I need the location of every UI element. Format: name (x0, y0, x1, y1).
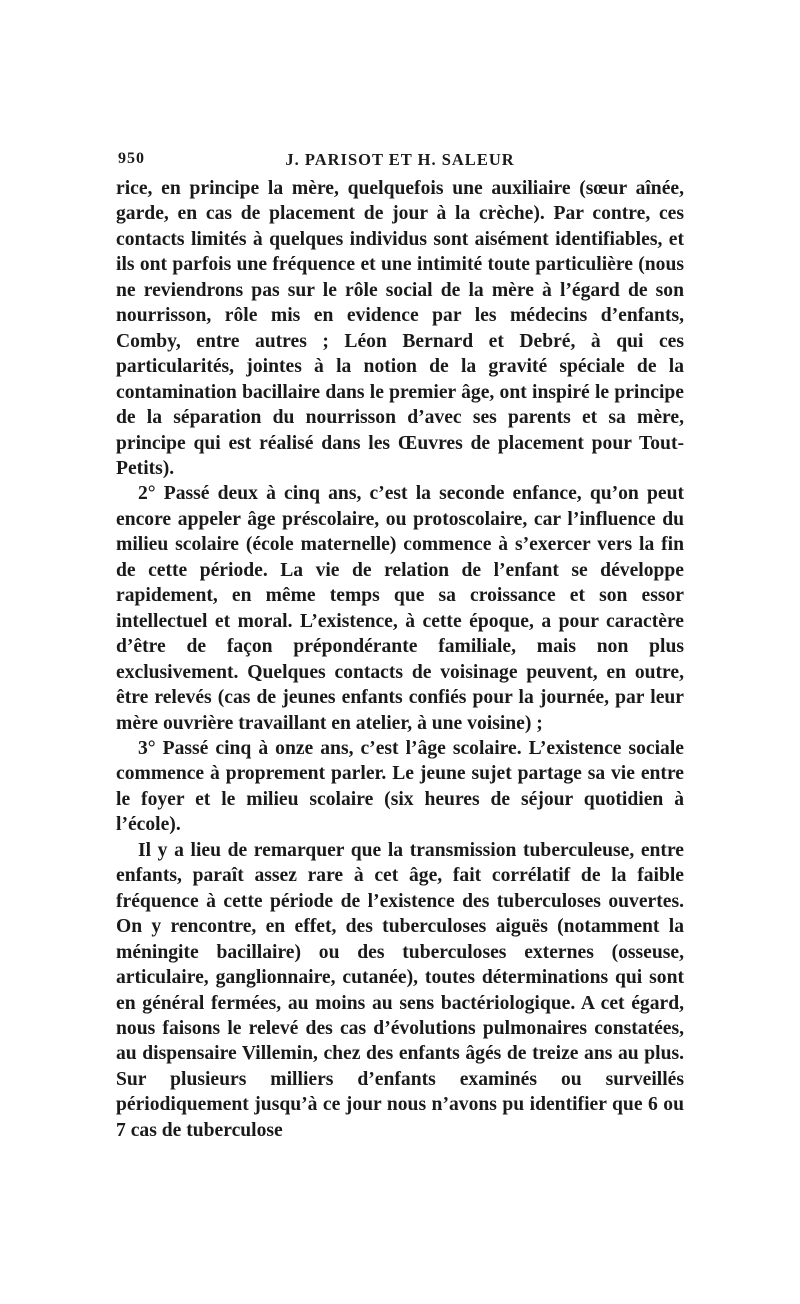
paragraph-transmission: Il y a lieu de remarquer que la transmission tuberculeuse, entre enfants, paraît assez rare à cet âge, fait corrélatif de la faible fréquence à cette période de l’existence des tuberculoses ouvertes. On y rencontre, en effet, des tuberculoses aiguës (notamment la méningite bacillaire) ou des tuberculoses externes (osseuse, articulaire, ganglionnaire, cutanée), toutes déterminations qui sont en général fermées, au moins au sens bactériologique. A cet égard, nous faisons le relevé des cas d’évolutions pulmonaires constatées, au dispensaire Villemin, chez des enfants âgés de treize ans au plus. Sur plusieurs milliers d’enfants examinés ou surveillés périodiquement jusqu’à ce jour nous n’avons pu identifier que 6 ou 7 cas de tuberculose (116, 839, 684, 1141)
book-page (116, 146, 684, 1143)
running-header (116, 146, 684, 176)
page-number: 950 (118, 150, 145, 167)
body-text (116, 176, 684, 1143)
paragraph-second-childhood: 2° Passé deux à cinq ans, c’est la seconde enfance, qu’on peut encore appeler âge préscolaire, ou protoscolaire, car l’influence du milieu scolaire (école maternelle) commence à s’exercer vers la fin de cette période. La vie de relation de l’enfant se développe rapidement, en même temps que sa croissance et son essor intellectuel et moral. L’existence, à cette époque, a pour caractère d’être de façon prépondérante familiale, mais non plus exclusivement. Quelques contacts de voisinage peuvent, en outre, être relevés (cas de jeunes enfants confiés pour la journée, par leur mère ouvrière travaillant en atelier, à une voisine) ; (116, 483, 684, 734)
paragraph-continued: rice, en principe la mère, quelquefois une auxiliaire (sœur aînée, garde, en cas de placement de jour à la crèche). Par contre, ces contacts limités à quelques individus sont aisément identifiables, et ils ont parfois une fréquence et une intimité toute particulière (nous ne reviendrons pas sur le rôle social de la mère à l’égard de son nourrisson, rôle mis en evidence par les médecins d’enfants, Comby, entre autres ; Léon Bernard et Debré, à qui ces particularités, jointes à la notion de la gravité spéciale de la contamination bacillaire dans le premier âge, ont inspiré le principe de la séparation du nourrisson d’avec ses parents et sa mère, principe qui est réalisé dans les Œuvres de placement pour Tout-Petits). (116, 178, 684, 479)
running-title: J. PARISOT ET H. SALEUR (285, 150, 515, 169)
paragraph-school-age: 3° Passé cinq à onze ans, c’est l’âge scolaire. L’existence sociale commence à proprement parler. Le jeune sujet partage sa vie entre le foyer et le milieu scolaire (six heures de séjour quotidien à l’école). (116, 737, 684, 836)
